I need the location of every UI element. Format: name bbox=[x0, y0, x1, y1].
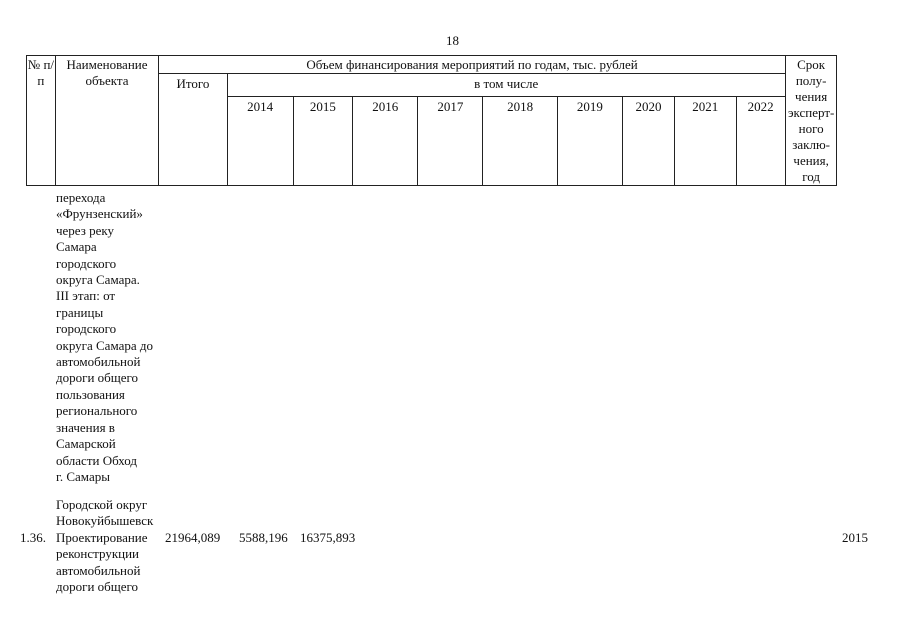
header-blank bbox=[837, 56, 905, 186]
header-year-2015: 2015 bbox=[293, 97, 353, 186]
header-year-2014: 2014 bbox=[227, 97, 293, 186]
header-no: № п/п bbox=[27, 56, 56, 186]
header-funding: Объем финансирования мероприятий по годам, тыс. рублей bbox=[159, 56, 786, 74]
header-including: в том числе bbox=[227, 74, 785, 97]
header-object-name: Наименование объекта bbox=[55, 56, 158, 186]
header-total: Итого bbox=[159, 74, 227, 186]
header-year-2020: 2020 bbox=[622, 97, 674, 186]
header-year-2017: 2017 bbox=[418, 97, 483, 186]
header-table bbox=[26, 55, 905, 186]
item-2014: 5588,196 bbox=[239, 530, 288, 545]
page-number: 18 bbox=[446, 33, 459, 48]
item-2015: 16375,893 bbox=[300, 530, 356, 545]
header-year-2022: 2022 bbox=[736, 97, 785, 186]
item-object-name: Проектирование реконструкции автомобильной дороги общего bbox=[56, 530, 148, 595]
header-year-2019: 2019 bbox=[557, 97, 622, 186]
section-title: Городской округ Новокуйбышевск bbox=[56, 497, 154, 529]
item-number: 1.36. bbox=[20, 530, 46, 545]
header-year-2018: 2018 bbox=[483, 97, 557, 186]
continuation-object-name: перехода «Фрунзенский» через реку Самара городского округа Самара. III этап: от границы городского округа Самара до автомобильной дороги общего пользования регионального значения в Самарской области Обход г. Самары bbox=[56, 190, 153, 484]
item-deadline: 2015 bbox=[842, 530, 868, 545]
header-year-2016: 2016 bbox=[353, 97, 418, 186]
header-year-2021: 2021 bbox=[675, 97, 736, 186]
item-total: 21964,089 bbox=[165, 530, 221, 545]
header-deadline: Срок полу- чения эксперт- ного заклю- чения, год bbox=[785, 56, 837, 186]
